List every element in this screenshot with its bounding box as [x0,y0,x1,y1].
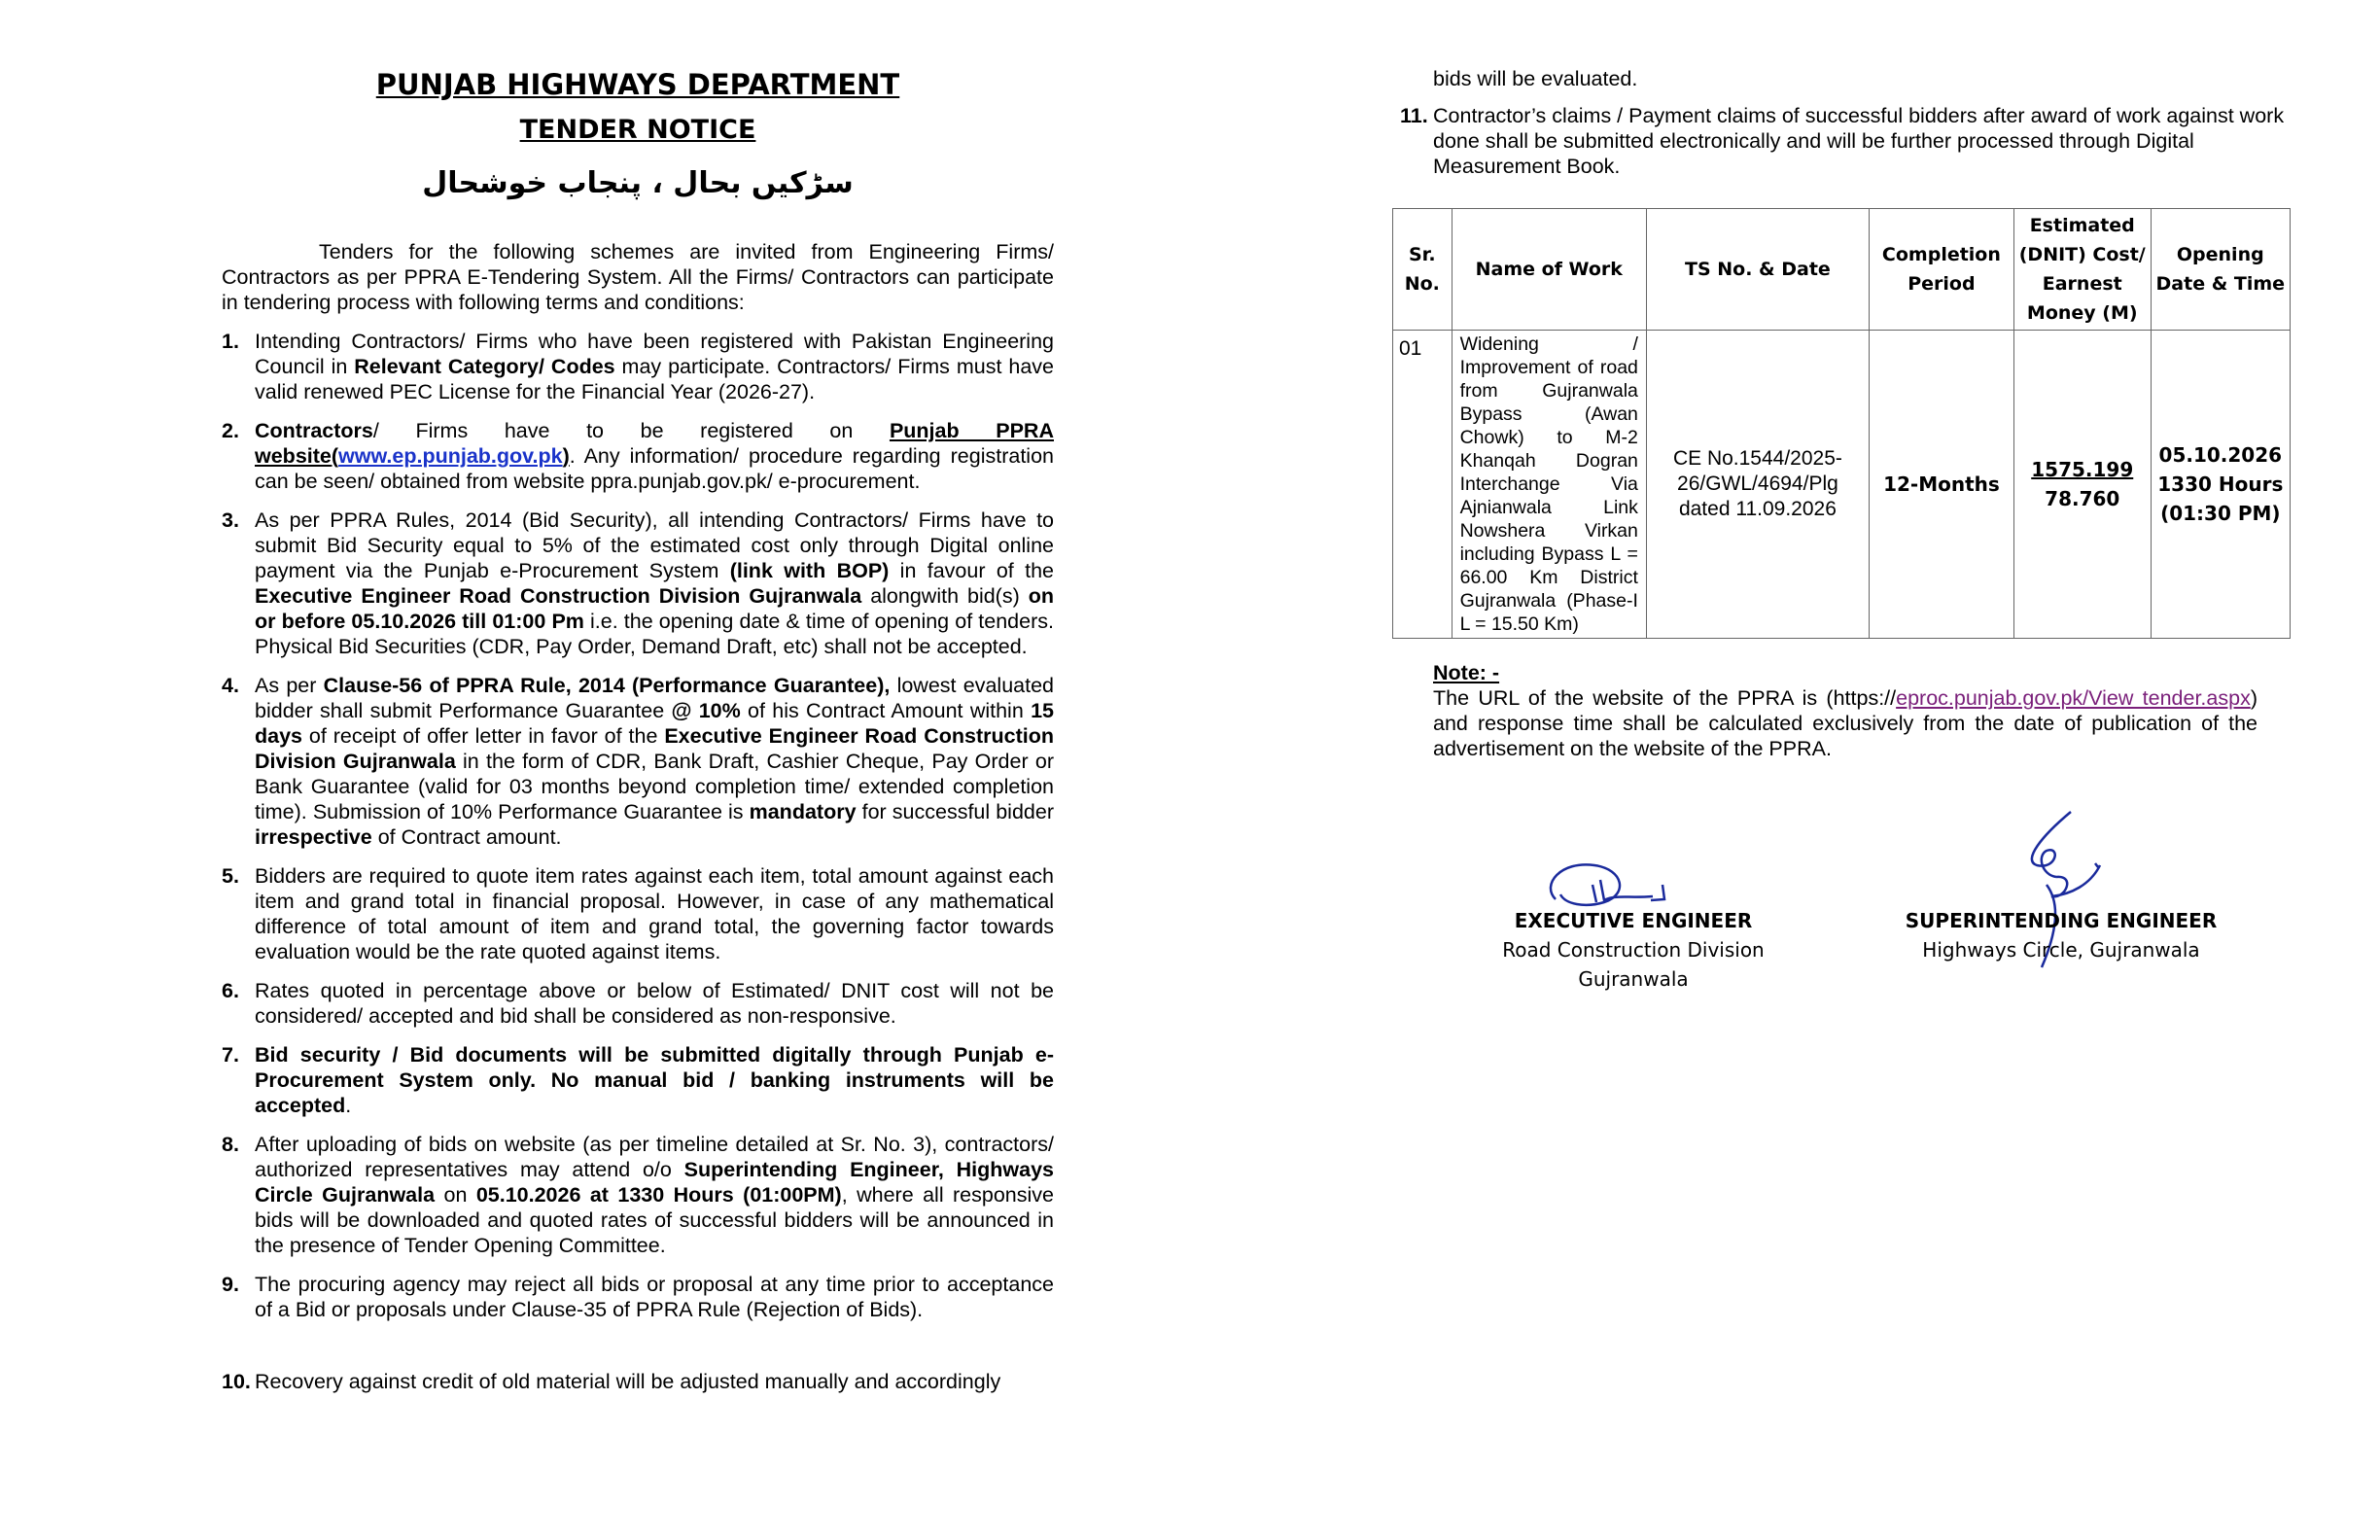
estimated-cost: 1575.199 [2031,458,2134,481]
text: alongwith bid(s) [861,584,1029,608]
bold-text: Punjab PPRA website [255,419,1054,468]
condition-number: 9. [222,1273,239,1296]
text: for successful bidder [856,800,1054,823]
text: on [435,1183,476,1207]
condition-10-continued [1400,66,2294,179]
text: in favour of the [889,559,1054,582]
condition-text [255,508,1054,659]
condition-text [255,329,1054,404]
condition-number: 5. [222,864,239,888]
condition-number: 2. [222,419,239,442]
opening-time: 1330 Hours [2157,472,2284,496]
header-cost: Estimated (DNIT) Cost/ Earnest Money (M) [2013,209,2151,331]
executive-engineer-signature-block [1458,906,1808,994]
condition-number: 7. [222,1043,239,1067]
header-name-of-work: Name of Work [1452,209,1646,331]
condition-text: Recovery against credit of old material will be adjusted manually and accordingly [255,1370,1001,1393]
spacer [1400,66,1433,91]
ppra-url-link[interactable]: eproc.punjab.gov.pk/View tender.aspx [1896,686,2251,710]
bold-text: @ 10% [671,699,741,722]
signatory-title: EXECUTIVE ENGINEER [1514,909,1753,932]
header-sr: Sr. No. [1393,209,1452,331]
text: As per PPRA Rules, 2014 (Bid Security), all intending Contractors/ Firms have to submit Bid Security equal to 5% of the estimated cost only through Digital online payment via the Punjab e-Procurement System [255,508,1054,582]
left-column [222,66,1054,1408]
text: After uploading of bids on website (as per timeline detailed at Sr. No. 3), contractors/ authorized representatives may attend o/o [255,1133,1054,1181]
bold-text: irrespective [255,825,372,849]
condition-10 [222,1369,1054,1394]
text: lowest evaluated bidder shall submit Performance Guarantee [255,674,1054,722]
text: , where all responsive bids will be downloaded and quoted rates of successful bidders will be announced in the presence of Tender Opening Committee. [255,1183,1054,1257]
intro-paragraph: Tenders for the following schemes are invited from Engineering Firms/ Contractors as per PPRA E-Tendering System. All the Firms/ Contractors can participate in tendering process with following terms and conditions: [222,240,1054,314]
text: of Contract amount. [371,825,562,849]
condition-text [255,1042,1054,1118]
bold-text: on or before 05.10.2026 till 01:00 Pm [255,584,1054,633]
condition-text: bids will be evaluated. [1433,67,1638,90]
condition-3 [222,508,1054,659]
bold-text: Executive Engineer Road Construction Division Gujranwala [255,724,1054,773]
condition-6 [222,978,1054,1029]
header-completion: Completion Period [1869,209,2013,331]
condition-number: 3. [222,508,239,532]
bold-text: ) [562,444,570,468]
tender-schedule-table [1392,208,2291,639]
condition-number: 11. [1400,104,1428,127]
bold-text: 15 days [255,699,1054,748]
bold-text: Superintending Engineer, Highways Circle Gujranwala [255,1158,1055,1207]
bold-text: Clause-56 of PPRA Rule, 2014 (Performance Guarantee), [323,674,891,697]
note-text [1433,685,2258,761]
urdu-slogan: سڑکیں بحال ، پنجاب خوشحال [422,166,854,200]
condition-number: 4. [222,674,239,697]
condition-number: 10. [222,1370,251,1393]
condition-8 [222,1132,1054,1258]
condition-7 [222,1042,1054,1118]
department-title: PUNJAB HIGHWAYS DEPARTMENT [375,68,900,101]
bold-text: ( [331,444,339,468]
ppra-registration-link[interactable]: www.ep.punjab.gov.pk [338,444,563,468]
condition-text [255,1132,1054,1258]
condition-2 [222,418,1054,494]
table-header-row [1393,209,2291,331]
condition-text [255,673,1054,850]
superintending-engineer-signature-block [1867,906,2256,964]
condition-10-cont-row [1400,66,2294,91]
bold-text: Relevant Category/ Codes [354,355,615,378]
notice-title: TENDER NOTICE [519,115,756,145]
bold-text: (link with BOP) [729,559,890,582]
text: . Any information/ procedure regarding registration can be seen/ obtained from website ppra.punjab.gov.pk/ e-procurement. [255,444,1054,493]
right-column [1400,66,2294,761]
cell-opening [2151,331,2290,639]
opening-date: 05.10.2026 [2158,443,2283,467]
cell-cost [2013,331,2151,639]
condition-number: 1. [222,330,239,353]
cell-name-of-work: Widening / Improvement of road from Gujranwala Bypass (Awan Chowk) to M-2 Khanqah Dogran Interchange Via Ajnianwala Link Nowshera Virkan including Bypass L = 66.00 Km District Gujranwala (Phase-I L = 15.50 Km) [1452,331,1646,639]
signatory-office: Highways Circle, Gujranwala [1922,938,2200,962]
header-opening: Opening Date & Time [2151,209,2290,331]
conditions-list [222,329,1054,1394]
bold-text: Contractors [255,419,373,442]
earnest-money: 78.760 [2045,487,2120,510]
condition-text [255,418,1054,494]
condition-1 [222,329,1054,404]
note-label: Note: - [1433,661,1500,684]
cell-sr: 01 [1393,331,1452,639]
bold-text: Executive Engineer Road Construction Division Gujranwala [255,584,862,608]
text: in the form of CDR, Bank Draft, Cashier Cheque, Pay Order or Bank Guarantee (valid for 03 months beyond completion time/ extended completion time). Submission of 10% Performance Guarantee is [255,750,1054,823]
bold-text: Bid security / Bid documents will be submitted digitally through Punjab e-Procurement System only. No manual bid / banking instruments will be accepted [255,1043,1054,1117]
cell-ts-no: CE No.1544/2025-26/GWL/4694/Plg dated 11.09.2026 [1646,331,1869,639]
condition-text: Contractor’s claims / Payment claims of successful bidders after award of work against work done shall be submitted electronically and will be further processed through Digital Measurement Book. [1433,104,2285,178]
text: The URL of the website of the PPRA is (https:// [1433,686,1897,710]
opening-time-pm: (01:30 PM) [2160,502,2281,525]
bold-text: mandatory [749,800,857,823]
text: Intending Contractors/ Firms who have been registered with Pakistan Engineering Council in [255,330,1054,378]
text: of receipt of offer letter in favor of the [302,724,665,748]
condition-9 [222,1272,1054,1322]
cell-completion: 12-Months [1869,331,2013,639]
text: of his Contract Amount within [740,699,1032,722]
note [1433,660,2258,761]
table-row [1393,331,2291,639]
header-ts-no: TS No. & Date [1646,209,1869,331]
text: ) and response time shall be calculated exclusively from the date of publication of the advertisement on the website of the PPRA. [1433,686,2258,760]
condition-5 [222,863,1054,964]
condition-text: The procuring agency may reject all bids or proposal at any time prior to acceptance of a Bid or proposals under Clause-35 of PPRA Rule (Rejection of Bids). [255,1273,1054,1321]
condition-number: 8. [222,1133,239,1156]
text: may participate. Contractors/ Firms must have valid renewed PEC License for the Financial Year (2026-27). [255,355,1054,403]
text: / Firms have to be registered on [372,419,890,442]
text: As per [255,674,324,697]
signatory-office: Road Construction Division [1502,938,1765,962]
bold-text: 05.10.2026 at 1330 Hours (01:00PM) [475,1183,842,1207]
condition-11 [1400,103,2294,179]
condition-4 [222,673,1054,850]
text: i.e. the opening date & time of opening of tenders. Physical Bid Securities (CDR, Pay Order, Demand Draft, etc) shall not be accepted. [255,610,1054,658]
signatory-location: Gujranwala [1578,967,1689,991]
condition-number: 6. [222,979,239,1002]
signatory-title: SUPERINTENDING ENGINEER [1905,909,2218,932]
text: . [345,1094,352,1117]
condition-text: Bidders are required to quote item rates against each item, total amount against each item and grand total in financial proposal. However, in case of any mathematical difference of total amount of item and grand total, the governing factor towards evaluation would be the rate quoted against items. [255,864,1054,963]
condition-text: Rates quoted in percentage above or below of Estimated/ DNIT cost will not be considered/ accepted and bid shall be considered as non-responsive. [255,979,1054,1028]
